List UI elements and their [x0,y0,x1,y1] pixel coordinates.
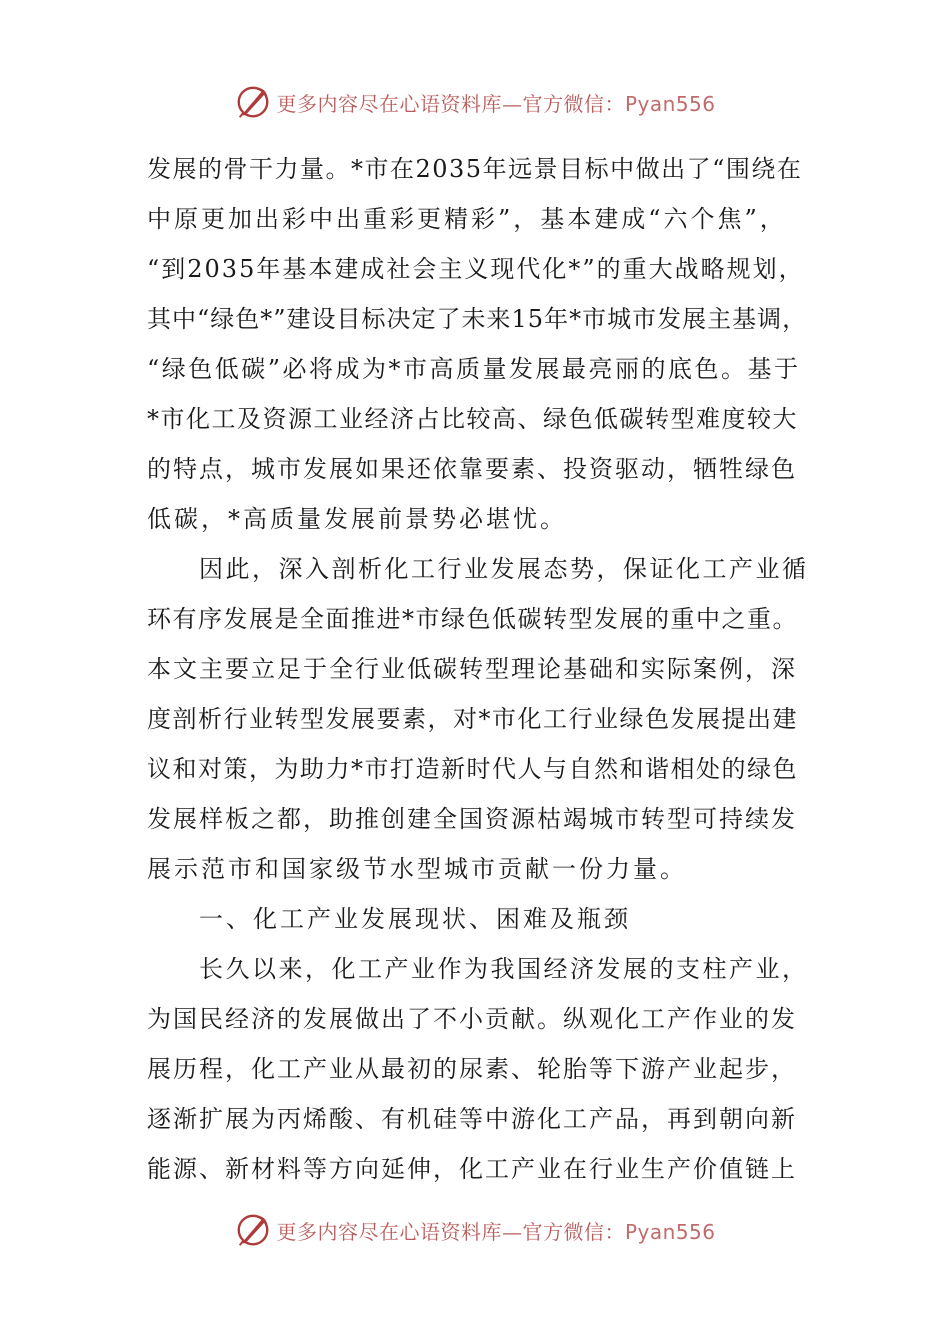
text-line: *市化工及资源工业经济占比较高、绿色低碳转型难度较大 [147,405,798,433]
watermark-header [0,80,950,124]
text-line: 展历程，化工产业从最初的尿素、轮胎等下游产业起步， [147,1055,797,1083]
text-line: 一、化工产业发展现状、困难及瓶颈 [199,905,631,933]
text-line: 逐渐扩展为丙烯酸、有机硅等中游化工产品，再到朝向新 [147,1105,797,1133]
quill-logo-icon [234,1211,272,1249]
text-line: 度剖析行业转型发展要素，对*市化工行业绿色发展提出建 [147,705,798,733]
watermark-text: 更多内容尽在心语资料库—官方微信：Pyan556 [276,91,716,116]
watermark-text: 更多内容尽在心语资料库—官方微信：Pyan556 [276,1219,716,1244]
text-line: 为国民经济的发展做出了不小贡献。纵观化工产作业的发 [147,1005,797,1033]
text-line: 本文主要立足于全行业低碳转型理论基础和实际案例，深 [147,655,797,683]
watermark-wechat-id: Pyan556 [624,1219,716,1244]
text-line: 议和对策，为助力*市打造新时代人与自然和谐相处的绿色 [147,755,798,783]
text-line: 环有序发展是全面推进*市绿色低碳转型发展的重中之重。 [147,605,798,633]
text-line: 发展样板之都，助推创建全国资源枯竭城市转型可持续发 [147,805,797,833]
text-line: 发展的骨干力量。*市在2035年远景目标中做出了“围绕在 [147,155,803,183]
quill-logo-icon [234,83,272,121]
text-line: “到2035年基本建成社会主义现代化*”的重大战略规划， [147,255,805,283]
text-line: “绿色低碳”必将成为*市高质量发展最亮丽的底色。基于 [147,355,801,383]
text-line: 长久以来，化工产业作为我国经济发展的支柱产业， [199,955,809,983]
watermark-footer [0,1208,950,1252]
document-body [147,144,809,1194]
watermark-wechat-id: Pyan556 [624,91,716,116]
text-line: 展示范市和国家级节水型城市贡献一份力量。 [147,855,687,883]
text-line: 其中“绿色*”建设目标决定了未来15年*市城市发展主基调， [147,305,808,333]
text-line: 的特点，城市发展如果还依靠要素、投资驱动，牺牲绿色 [147,455,797,483]
text-line: 能源、新材料等方向延伸，化工产业在行业生产价值链上 [147,1155,797,1183]
text-line: 中原更加出彩中出重彩更精彩”，基本建成“六个焦”， [147,205,787,233]
text-line: 低碳，*高质量发展前景势必堪忧。 [147,505,567,533]
text-line: 因此，深入剖析化工行业发展态势，保证化工产业循 [199,555,809,583]
